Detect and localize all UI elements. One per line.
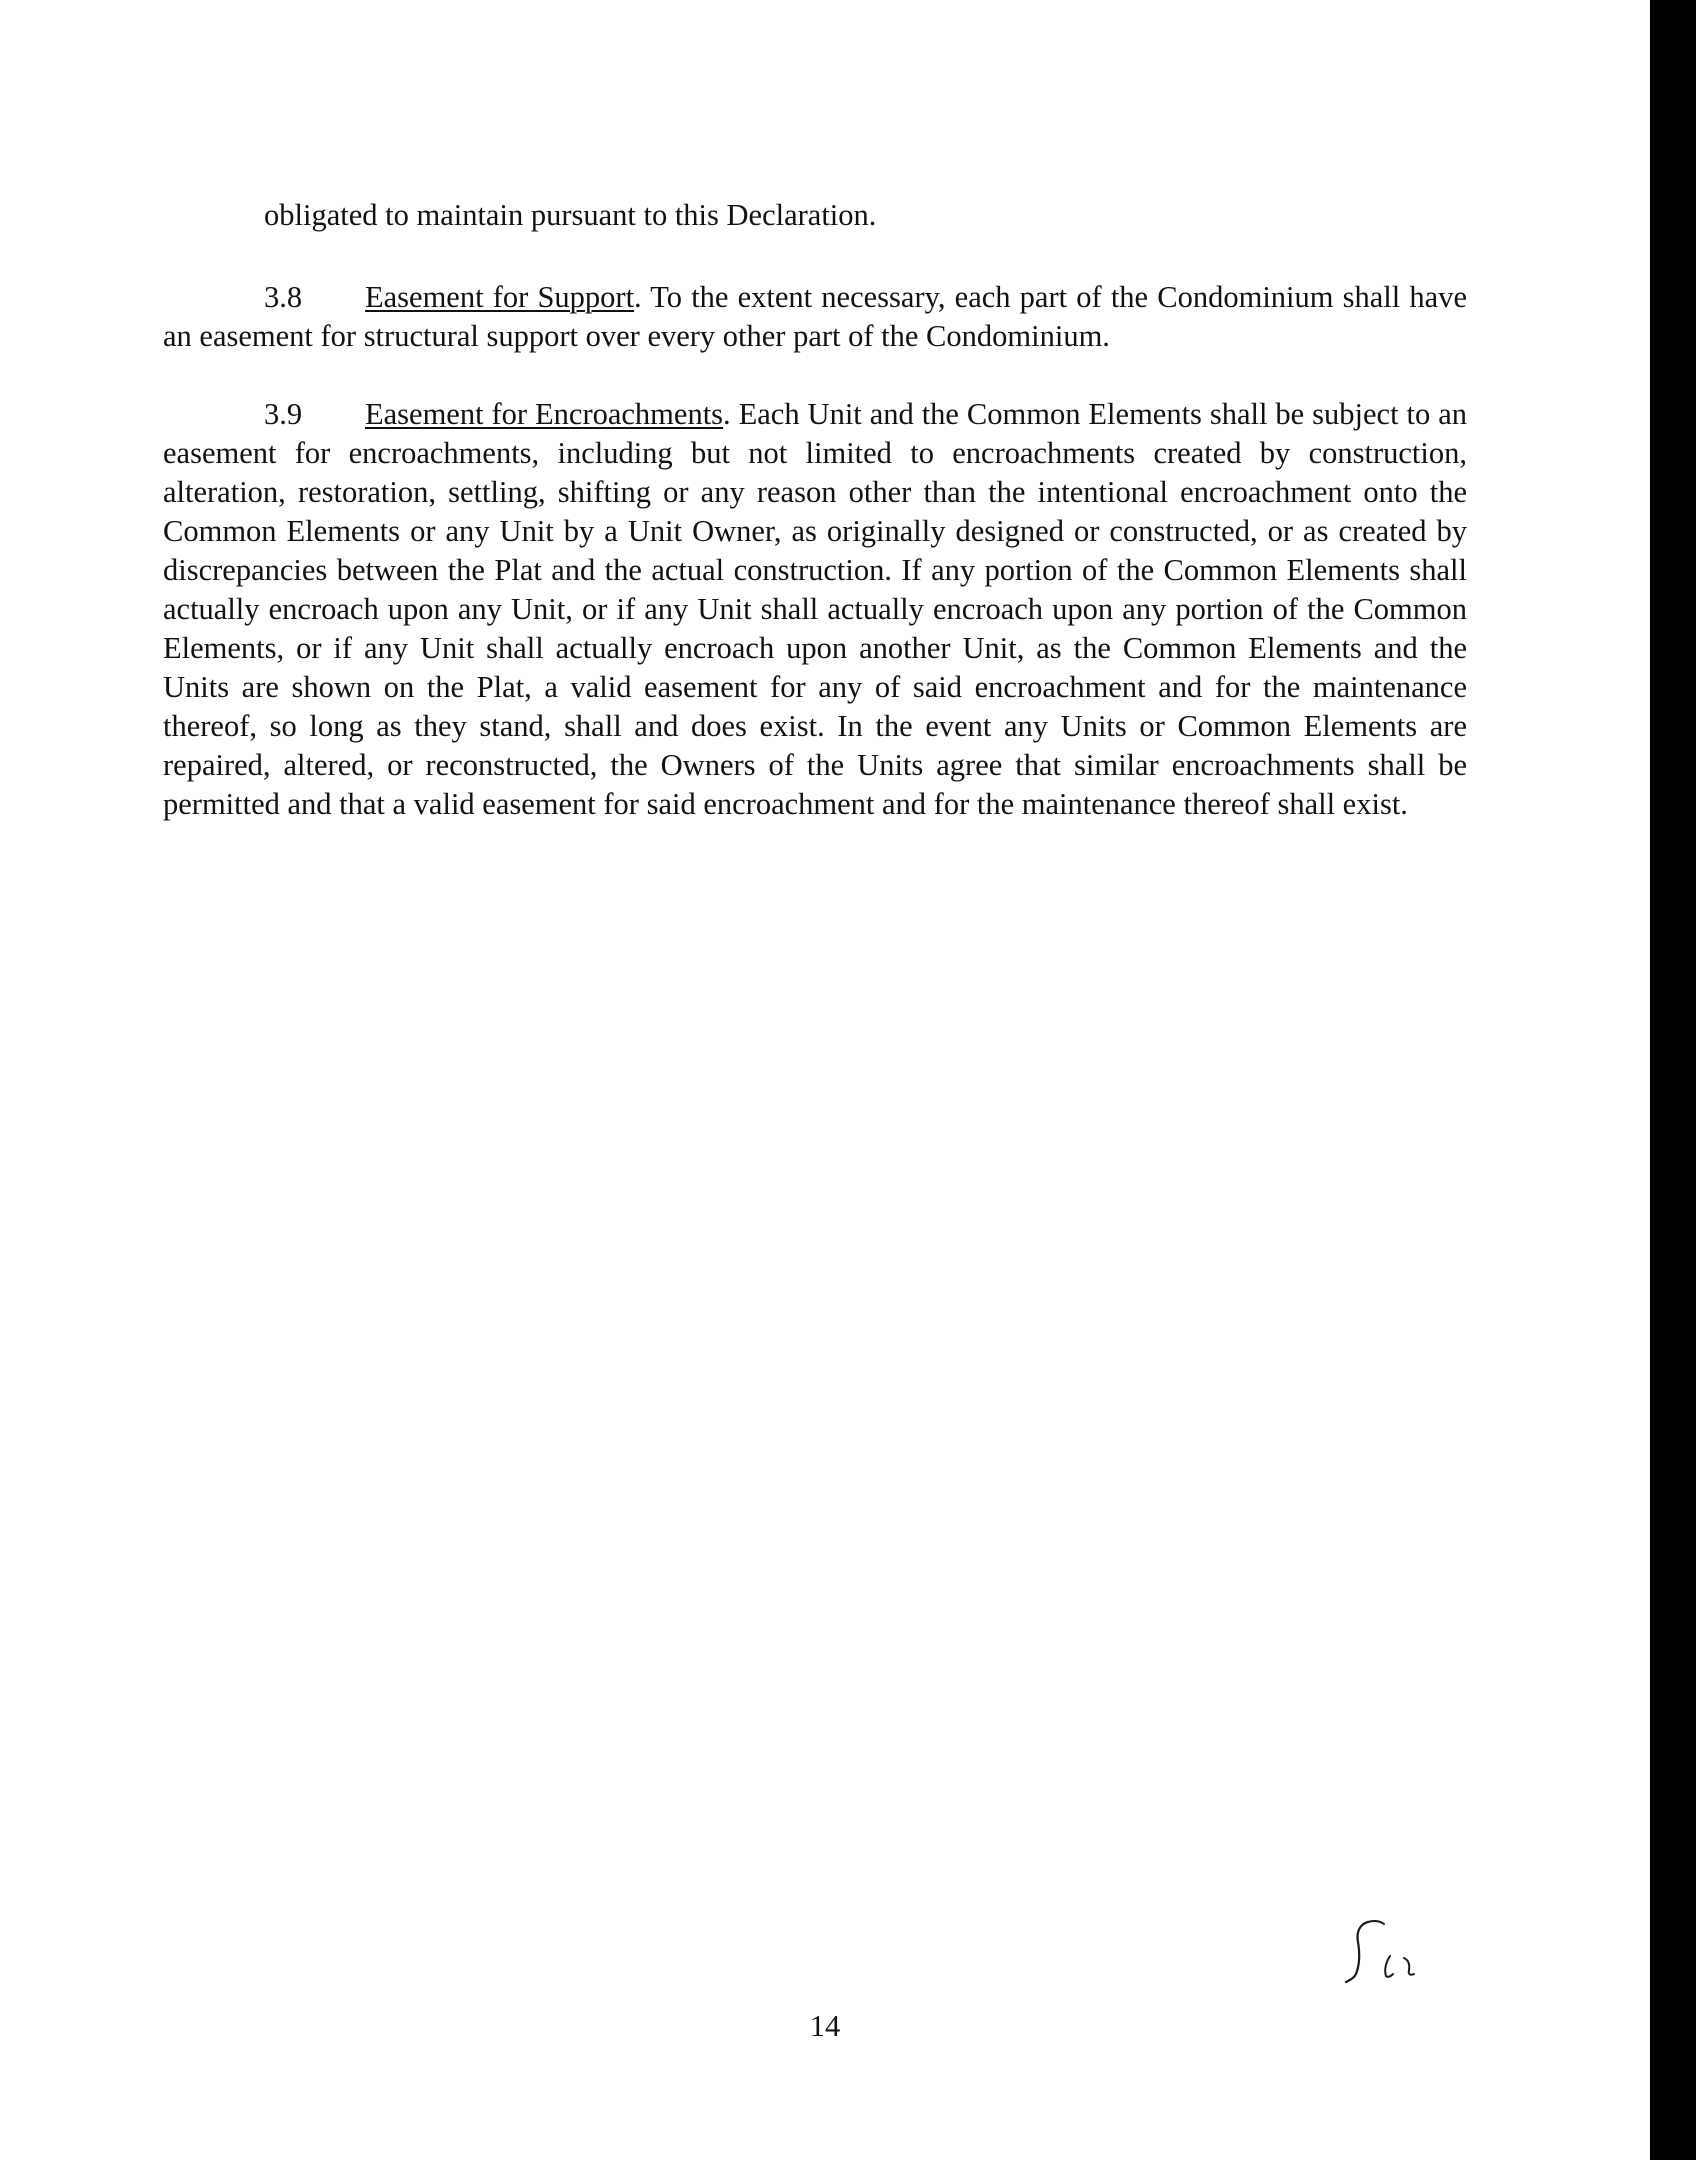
section-3-8 [163, 278, 1467, 356]
section-body: . To the extent necessary, each part of the Condominium shall have an easement for structural support over every other part of the Condominium. [163, 280, 1467, 353]
section-heading: Easement for Support [365, 280, 635, 314]
scan-border [1650, 0, 1696, 2160]
handwritten-initials-signature [1338, 1912, 1438, 1992]
section-body: . Each Unit and the Common Elements shall be subject to an easement for encroachments, including but not limited to encroachments created by construction, alteration, restoration, settling, shifting or any reason other than the intentional encroachment onto the Common Elements or any Unit by a Unit Owner, as originally designed or constructed, or as created by discrepancies between the Plat and the actual construction. If any portion of the Common Elements shall actually encroach upon any Unit, or if any Unit shall actually encroach upon any portion of the Common Elements, or if any Unit shall actually encroach upon another Unit, as the Common Elements and the Units are shown on the Plat, a valid easement for any of said encroachment and for the maintenance thereof, so long as they stand, shall and does exist. In the event any Units or Common Elements are repaired, altered, or reconstructed, the Owners of the Units agree that similar encroachments shall be permitted and that a valid easement for said encroachment and for the maintenance thereof shall exist. [163, 397, 1467, 821]
page-number: 14 [809, 2009, 841, 2043]
section-number: 3.9 [264, 397, 303, 431]
section-3-9 [163, 395, 1467, 824]
section-heading: Easement for Encroachments [365, 397, 724, 431]
continuation-paragraph: obligated to maintain pursuant to this Declaration. [264, 198, 877, 232]
section-number: 3.8 [264, 280, 303, 314]
